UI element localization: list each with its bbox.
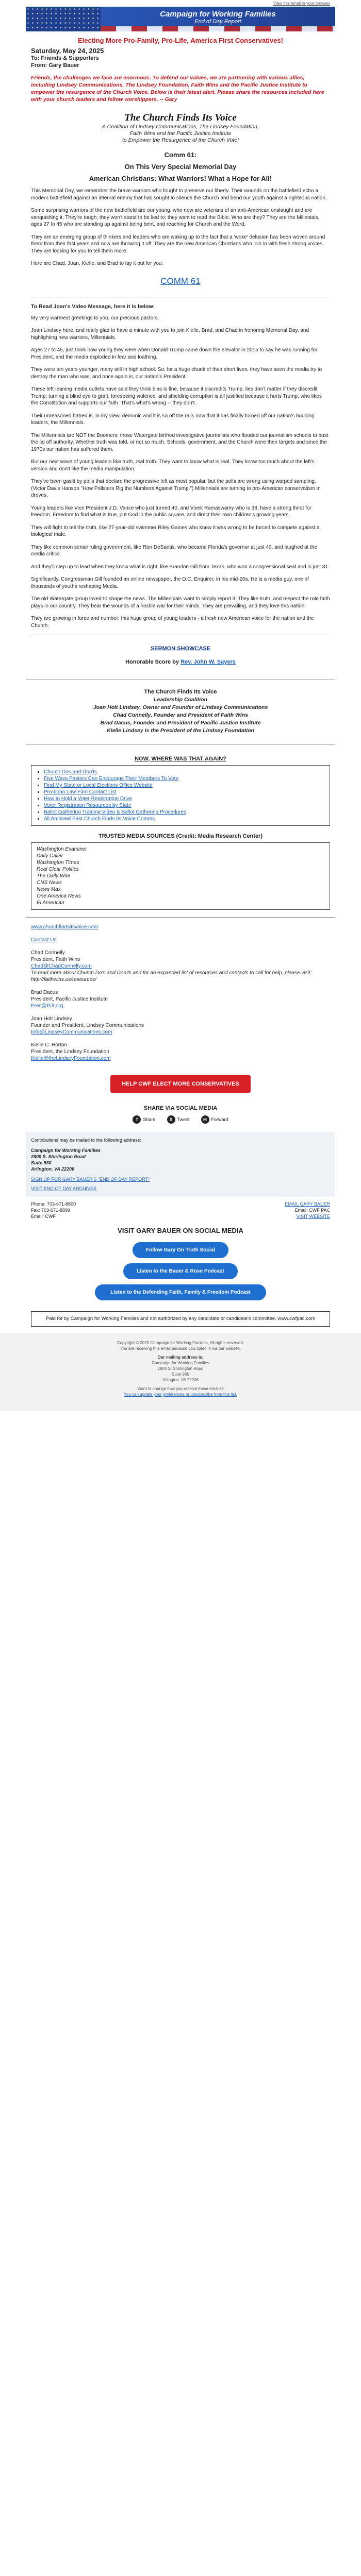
contact-numbers-row — [26, 1197, 335, 1224]
copyright: Copyright © 2025 Campaign for Working Families, All rights reserved. — [117, 1341, 244, 1345]
media-source: The Daily Wire — [37, 873, 71, 879]
coalition-subtitle: Leadership Coalition — [154, 697, 207, 703]
media-source: CNS News — [37, 880, 62, 886]
footer-addr: 2800 S. Shirlington Road — [157, 1366, 204, 1371]
email-cwf: Email: CWF — [31, 1214, 56, 1219]
media-source: One America News — [37, 893, 81, 899]
report-meta — [26, 47, 335, 69]
contact-email-link[interactable]: Pres@PJI.org — [31, 1003, 63, 1009]
cfv-header — [26, 103, 335, 144]
resource-links-box — [31, 765, 330, 826]
banner-subtitle: End of Day Report — [194, 19, 241, 25]
contact-name: Joan Holt Lindsey — [31, 1016, 72, 1022]
video-message-heading: To Read Joan's Video Message, here it is below: — [31, 303, 155, 310]
paragraph: They will fight to tell the truth, like 27-year-old swimmer Riley Gaines who knew it was wrong to be forced to compete against a biological male. — [31, 524, 320, 537]
truth-social-button[interactable]: Follow Gary On Truth Social — [133, 1242, 228, 1258]
list-item — [44, 809, 324, 816]
sermon-showcase-title — [26, 641, 335, 656]
paragraph: This Memorial Day, we remember the brave warriors who fought to preserve our liberty. Their wounds on the battlefield echo a modern battlefield against an internal enemy that has sought to silence the Church and bend our youth against a righteous nation. — [31, 188, 327, 201]
site-block — [31, 924, 330, 930]
signup-link[interactable]: SIGN UP FOR GARY BAUER'S "END OF DAY REPORT" — [31, 1177, 150, 1182]
resource-link[interactable]: Pro-bono Law Firm Contact List — [44, 789, 117, 795]
cfv-sub-3: to Empower the Resurgence of the Church Vote! — [122, 137, 239, 143]
paragraph: These left-leaning media outlets have said they think bias is fine, because it discredits Trump, lies don't matter if they discredit Trump; turning a blind eye to graft, foreseeing violence, and shielding corruption is all justified because it hurts Trump, who likes the Constitution and supports our faith. That's what's wrong -- they don't. — [31, 386, 322, 406]
contact-email-link[interactable]: Kielle@theLindseyFoundation.com — [31, 1056, 111, 1061]
share-title: SHARE VIA SOCIAL MEDIA — [143, 1105, 218, 1111]
article-part-2 — [26, 315, 335, 630]
media-source: Daily Caller — [37, 853, 63, 859]
paragraph: They've been gaslit by polls that declare the progressive left as most popular, but the polls are wrong using warped sampling. (Victor Davis Hanson "How Pollsters Rig the Numbers Against Trump.") Millennials are turning to pro-American conservatism in droves. — [31, 479, 321, 498]
media-source: Washington Examiner — [37, 846, 87, 852]
honor-author-link[interactable]: Rev. John W. Sayers — [180, 659, 236, 665]
visit-website-link[interactable]: VISIT WEBSITE — [296, 1214, 330, 1219]
cfv-sub-1: A Coalition of Lindsey Communications, The Lindsey Foundation, — [102, 124, 259, 130]
stars-pattern — [26, 7, 101, 31]
resource-link[interactable]: Five Ways Pastors Can Encourage Their Members To Vote — [44, 776, 179, 782]
email-body — [26, 0, 335, 1327]
paragraph: Ages 27 to 45, just think how young they were when Donald Trump came down the elevator in 2015 to say he was running for President, and the media exploded in fear and loathing. — [31, 347, 318, 360]
share-facebook-button[interactable] — [133, 1115, 155, 1124]
paragraph: Their unreasoned hatred is, in my view, demonic and it is so off the rails now that it has finally turned off our nation's budding leaders, the Millennials. — [31, 413, 315, 426]
honor-label: Honorable Score by — [125, 659, 181, 665]
contact-left — [31, 1201, 76, 1219]
coalition-member: Chad Connelly, Founder and President of Faith Wins — [112, 712, 249, 718]
social-button-row — [26, 1261, 335, 1282]
media-source: Real Clear Politics — [37, 867, 79, 872]
mailing-label: Our mailing address is: — [157, 1355, 204, 1360]
site-link[interactable]: www.churchfindsitsvoice.com — [31, 924, 99, 930]
coalition-title: The Church Finds Its Voice — [144, 689, 217, 695]
paragraph: They like common sense ruling government, like Ron DeSantis, who became Florida's governor at just 40, and laughed at the media critics. — [31, 544, 317, 557]
coalition-member: Joan Holt Lindsey, Owner and Founder of Lindsey Communications — [93, 704, 268, 710]
honorable-score — [26, 656, 335, 672]
comm-title: On This Very Special Memorial Day — [124, 163, 237, 171]
email-cwf-pac: Email: CWF PAC — [294, 1208, 330, 1213]
footer-addr: Suite 930 — [172, 1372, 189, 1377]
resource-links-list — [37, 769, 324, 822]
resource-link[interactable]: Church Dos and Don'ts — [44, 769, 97, 775]
contact-kielle — [31, 1042, 330, 1062]
article-part-1 — [26, 188, 335, 267]
contact-title: President, Faith Wins — [31, 957, 80, 962]
mailing-block — [26, 1132, 335, 1197]
list-item — [44, 775, 324, 782]
social-title: VISIT GARY BAUER ON SOCIAL MEDIA — [118, 1227, 243, 1234]
browser-link-row — [26, 0, 335, 7]
media-source: Washington Times — [37, 860, 79, 866]
share-label: Tweet — [177, 1117, 190, 1122]
contact-title: President, Pacific Justice Institute — [31, 996, 108, 1002]
coalition-member: Kielle Lindsey is the President of the Lindsey Foundation — [107, 727, 254, 734]
contact-email-link[interactable]: Chad@ChadConnelly.com — [31, 963, 92, 969]
paragraph: Significantly, Congressman Gill founded an online newspaper, the D.C. Enquirer, in his mid-20s. He is a media guy, one of thousands of youths reshaping Media. — [31, 577, 309, 589]
resource-link[interactable]: Find My State or Local Elections Office Website — [44, 783, 153, 788]
update-note: Want to change how you receive these emails? — [137, 1386, 224, 1391]
email-gary-link[interactable]: EMAIL GARY BAUER — [285, 1201, 330, 1207]
mail-addr-3: Arlington, VA 22206 — [31, 1166, 75, 1172]
defending-faith-podcast-button[interactable]: Listen to the Defending Faith, Family & Freedom Podcast — [95, 1284, 266, 1300]
paragraph: But our next wave of young leaders like truth, real truth. They want to know what is real. They know too much about the left's version and don't like the media manipulation. — [31, 459, 315, 472]
where-title — [26, 751, 335, 765]
resource-link[interactable]: All Archived Past Church Finds Its Voice Comms — [44, 816, 155, 822]
social-button-row — [26, 1240, 335, 1261]
resource-link[interactable]: How to Hold a Voter Registration Drive — [44, 796, 133, 802]
contact-name: Brad Dacus — [31, 990, 58, 995]
opt-in-note: You are receiving this email because you opted in via our website. — [120, 1346, 241, 1351]
list-item — [44, 769, 324, 775]
share-forward-button[interactable] — [201, 1115, 228, 1124]
coalition-member: Brad Dacus, Founder and President of Pacific Justice Institute — [100, 720, 261, 726]
intro-paragraph: Friends, the challenges we face are enormous. To defend our values, we are partnering with various allies, including Lindsey Communications, The Lindsey Foundation, Faith Wins and the Pacific Justice Institute to empower the resurgence of the Church Voice. Below is their latest alert. Please share the resources included here with your church leaders and fellow worshippers. -- Gary — [31, 75, 324, 103]
media-source: News Max — [37, 887, 61, 892]
report-from: From: Gary Bauer — [31, 62, 79, 69]
paragraph: The Millennials are NOT the Boomers; those Watergate birthed investigative journalists who flooded our journalism schools to bust the lid off authority. Whether truth was told, or not so much. Schools, government, and the Church were their targets and since the 1970s our nation has suffered them. — [31, 432, 329, 452]
where-title-text: NOW, WHERE WAS THAT AGAIN? — [135, 756, 226, 762]
cfv-sub-2: Faith Wins and the Pacific Justice Institute — [129, 130, 232, 137]
x-icon: X — [167, 1115, 175, 1124]
contact-us-block — [31, 937, 330, 943]
contact-section — [26, 924, 335, 1062]
banner-title: Campaign for Working Families — [160, 10, 276, 19]
media-source: El American — [37, 900, 64, 906]
comm-61-link[interactable]: COMM 61 — [160, 276, 201, 286]
media-title: TRUSTED MEDIA SOURCES (Credit: Media Research Center) — [98, 833, 263, 839]
resource-link[interactable]: Voter Registration Resources by State — [44, 803, 132, 808]
contact-right — [285, 1201, 330, 1219]
paragraph: Young leaders like Vice President J.D. Vance who just turned 40, and Vivek Ramaswamy who is 38, have a strong thirst for freedom. Freedom to find what is true, put God in the public square, and direct their own children's growing years. — [31, 505, 311, 518]
footer-addr: Arlington, VA 22206 — [162, 1378, 199, 1382]
headline: Electing More Pro-Family, Pro-Life, America First Conservatives! — [77, 37, 284, 44]
paid-for-notice: Paid for by Campaign for Working Families and not authorized by any candidate or candidate's committee. www.cwfpac.com — [31, 1311, 330, 1327]
paragraph: The old Watergate group loved to shape the news. The Millennials want to simply report it. They like truth, and respect the role faith plays in our country. They bear the wounds of a hostile war for their minds. They are prevailing, and they love this nation! — [31, 596, 330, 609]
paragraph: My very warmest greetings to you, our precious pastors. — [31, 315, 159, 321]
paragraph: They are growing in force and number; this huge group of young leaders - a fresh new American voice for the nation and the Church. — [31, 616, 314, 629]
coalition-block — [26, 686, 335, 737]
media-sources-box — [31, 842, 330, 910]
sermon-showcase-link[interactable]: SERMON SHOWCASE — [150, 646, 211, 652]
list-item — [44, 795, 324, 802]
mail-intro: Contributions may be mailed to the following address: — [31, 1138, 141, 1143]
footer-addr: Campaign for Working Families — [152, 1361, 209, 1365]
contact-name: Kielle C. Horton — [31, 1042, 68, 1048]
comm-number: Comm 61: — [164, 151, 197, 159]
cta-row — [26, 1068, 335, 1100]
comm-subtitle: American Christians: What Warriors! What a Hope for All! — [89, 175, 272, 182]
archives-link[interactable]: VISIT END OF DAY ARCHIVES — [31, 1186, 97, 1191]
contact-note: To read more about Church Do's and Don'ts and for an expanded list of resources and contacts to call for help, please visit: http://faithwins.us/resources/ — [31, 970, 312, 982]
comm-link-row — [26, 273, 335, 293]
banner-title-area — [101, 7, 335, 31]
contact-name: Chad Connelly — [31, 950, 65, 956]
phone-number: Phone: 703-671-8800 — [31, 1201, 76, 1207]
paragraph: They were ten years younger, many still in high school. So, for a huge chunk of their short lives, they have seen the media try to destroy the man who was, and once again is, our nation's President. — [31, 367, 322, 380]
bauer-rose-podcast-button[interactable]: Listen to the Bauer & Rose Podcast — [123, 1263, 237, 1279]
mail-addr-2: Suite 930 — [31, 1160, 52, 1165]
contact-title: President, the Lindsey Foundation — [31, 1049, 109, 1055]
paragraph: They are an emerging group of thinkers and leaders who are waking up to the fact that a 'woke' delusion has been woven around them from their first years and now are throwing it off. They are the new American Christians who join in with fresh strong voices. They are looking for you to tell them more. — [31, 234, 325, 254]
share-label: Share — [143, 1117, 156, 1122]
contact-brad — [31, 989, 330, 1009]
flag-graphic — [26, 7, 101, 31]
contact-joan — [31, 1015, 330, 1036]
envelope-icon: ✉ — [201, 1115, 209, 1124]
paragraph: Joan Lindsey here, and really glad to have a minute with you to join Kielle, Brad, and Chad in honoring Memorial Day, and highlighting new warriors, Millennials. — [31, 328, 309, 341]
signup-row — [31, 1176, 330, 1182]
list-item — [44, 802, 324, 809]
fax-number: Fax: 703-671-8899 — [31, 1208, 71, 1213]
share-row — [26, 1115, 335, 1132]
contact-title: Founder and President, Lindsey Communications — [31, 1023, 144, 1028]
view-in-browser-link[interactable]: View this email in your browser — [273, 1, 330, 6]
list-item — [44, 789, 324, 795]
contact-us-link[interactable]: Contact Us — [31, 937, 57, 943]
report-to: To: Friends & Supporters — [31, 55, 99, 61]
social-button-row — [26, 1282, 335, 1303]
share-label: Forward — [211, 1117, 228, 1122]
mail-addr-1: 2800 S. Shirlington Road — [31, 1154, 86, 1159]
share-tweet-button[interactable] — [167, 1115, 190, 1124]
report-date: Saturday, May 24, 2025 — [31, 47, 104, 55]
contact-chad — [31, 950, 330, 983]
banner — [26, 7, 335, 31]
divider — [26, 917, 335, 918]
list-item — [44, 816, 324, 822]
paragraph: Some surprising warriors of the new battlefield are our young, who now are veterans of an anti-American onslaught and are vanquishing it. They're tough; they won't stand to be lied to; they want to read the Bible. Who are they? They are the Millenials, ages 27 to 45 who are standing up against being bent, and reaching for Church and the Word. — [31, 208, 320, 227]
list-item — [44, 782, 324, 789]
email-footer — [0, 1333, 361, 1411]
help-elect-button[interactable]: HELP CWF ELECT MORE CONSERVATIVES — [110, 1075, 251, 1093]
facebook-icon: f — [133, 1115, 141, 1124]
cfv-title: The Church Finds Its Voice — [124, 112, 237, 123]
preferences-link[interactable]: You can update your preferences or unsubscribe from this list. — [124, 1392, 237, 1397]
paragraph: Here are Chad, Joan, Kielle, and Brad to lay it out for you: — [31, 261, 163, 266]
paragraph: And they'll step up to lead when they know what is right, like Brandon Gill from Texas, who won a congressional seat and is just 31. — [31, 564, 330, 570]
archives-row — [31, 1185, 330, 1192]
mail-org: Campaign for Working Families — [31, 1148, 101, 1153]
contact-email-link[interactable]: Info@LindseyCommunications.com — [31, 1029, 112, 1035]
resource-link[interactable]: Ballot Gathering Training Video & Ballot Gathering Procedures — [44, 809, 187, 815]
